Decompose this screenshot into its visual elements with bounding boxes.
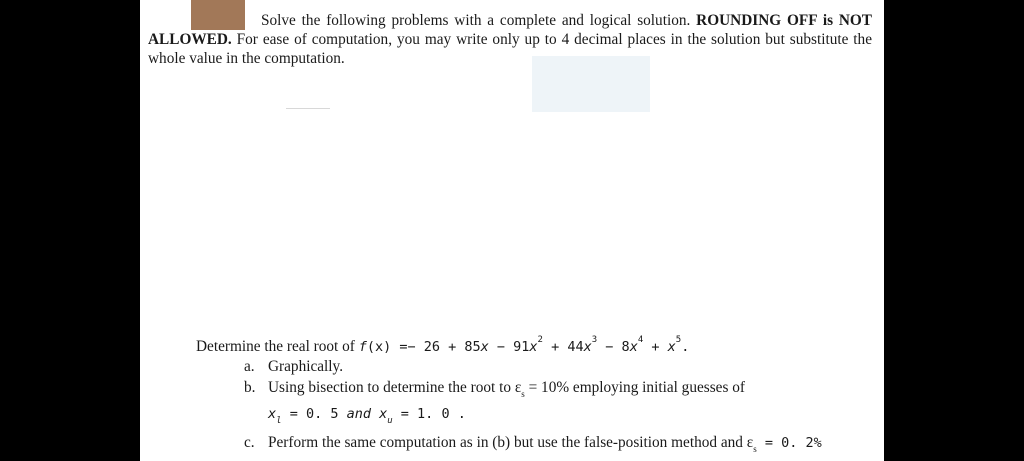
intro-text: Solve the following problems with a complete and logical solution.	[261, 12, 691, 29]
instructions-paragraph	[148, 11, 872, 68]
document-page	[140, 0, 884, 461]
problem-stem: Determine the real root of $f(x) =- 26 + 85x - 91x^2 + 44x^3 - 8x^4 + x^5$.	[196, 335, 690, 355]
list-item-a: a. Graphically.	[244, 358, 344, 375]
intro-text-2: For ease of computation, you may write only up to 4 decimal places in the solution but substitute the whole value in the computation.	[148, 31, 872, 67]
list-item-c: c. Perform the same computation as in (b) but use the false-position method and $\varepsilon_s = 0$. 2%	[244, 434, 822, 454]
function-expression: $f(x) =- 26 + 85x - 91x^2 + 44x^3 - 8x^4 + x^5$.	[358, 335, 690, 355]
list-item-b: b. Using bisection to determine the root to $\varepsilon_s = 10\%$ employing initial guesses of	[244, 379, 745, 399]
rounding-warning: ROUNDING OFF is NOT ALLOWED.	[148, 12, 873, 48]
initial-guesses: $x_l = 0$. 5 and $x_u = 1$. 0 .	[268, 406, 466, 426]
scan-mark	[286, 108, 330, 109]
